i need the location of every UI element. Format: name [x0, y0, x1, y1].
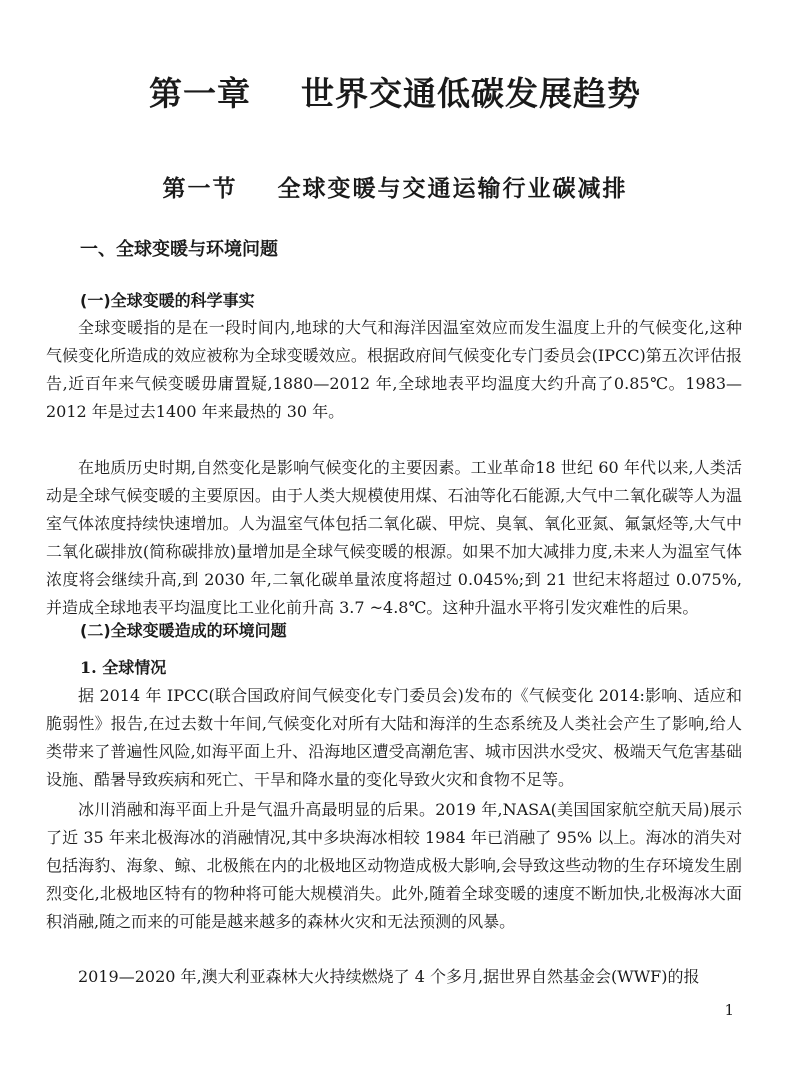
- paragraph-ipcc-report: 据 2014 年 IPCC(联合国政府间气候变化专门委员会)发布的《气候变化 2014:影响、适应和脆弱性》报告,在过去数十年间,气候变化对所有大陆和海洋的生态系统及人类社会产生了影响,给人类带来了普遍性风险,如海平面上升、沿海地区遭受高潮危害、城市因洪水受灾、极端天气危害基础设施、酷暑导致疾病和死亡、干旱和降水量的变化导致火灾和食物不足等。: [46, 686, 742, 789]
- subheading-scientific-facts: (一)全球变暖的科学事实: [80, 291, 255, 310]
- paragraph-causes: 在地质历史时期,自然变化是影响气候变化的主要因素。工业革命18 世纪 60 年代以来,人类活动是全球气候变暖的主要原因。由于人类大规模使用煤、石油等化石能源,大气中二氧化碳等人为温室气体浓度持续快速增加。人为温室气体包括二氧化碳、甲烷、臭氧、氧化亚氮、氟氯烃等,大气中二氧化碳排放(简称碳排放)量增加是全球气候变暖的根源。如果不加大减排力度,未来人为温室气体浓度将会继续升高,到 2030 年,二氧化碳单量浓度将超过 0.045%;到 21 世纪末将超过 0.075%,并造成全球地表平均温度比工业化前升高 3.7 ~4.8℃。这种升温水平将引发灾难性的后果。: [46, 458, 742, 617]
- paragraph-definition: 全球变暖指的是在一段时间内,地球的大气和海洋因温室效应而发生温度上升的气候变化,这种气候变化所造成的效应被称为全球变暖效应。根据政府间气候变化专门委员会(IPCC)第五次评估报告,近百年来气候变暖毋庸置疑,1880—2012 年,全球地表平均温度大约升高了0.85℃。1983—2012 年是过去1400 年来最热的 30 年。: [46, 318, 742, 421]
- subsubheading-global-situation: 1. 全球情况: [80, 658, 167, 677]
- chapter-title: 第一章 世界交通低碳发展趋势: [149, 74, 641, 113]
- section-title: 第一节 全球变暖与交通运输行业碳减排: [162, 176, 628, 202]
- subheading-environmental-problems: (二)全球变暖造成的环境问题: [80, 621, 287, 640]
- paragraph-australia-fire: 2019—2020 年,澳大利亚森林大火持续燃烧了 4 个多月,据世界自然基金会(WWF)的报: [78, 967, 700, 986]
- page-number: 1: [724, 1001, 734, 1019]
- heading-global-warming-environment: 一、全球变暖与环境问题: [80, 239, 278, 260]
- paragraph-glacier-melting: 冰川消融和海平面上升是气温升高最明显的后果。2019 年,NASA(美国国家航空航天局)展示了近 35 年来北极海冰的消融情况,其中多块海冰相较 1984 年已消融了 95% 以上。海冰的消失对包括海豹、海象、鲸、北极熊在内的北极地区动物造成极大影响,会导致这些动物的生存环境发生剧烈变化,北极地区特有的物种将可能大规模消失。此外,随着全球变暖的速度不断加快,北极海冰大面积消融,随之而来的可能是越来越多的森林火灾和无法预测的风暴。: [46, 800, 742, 931]
